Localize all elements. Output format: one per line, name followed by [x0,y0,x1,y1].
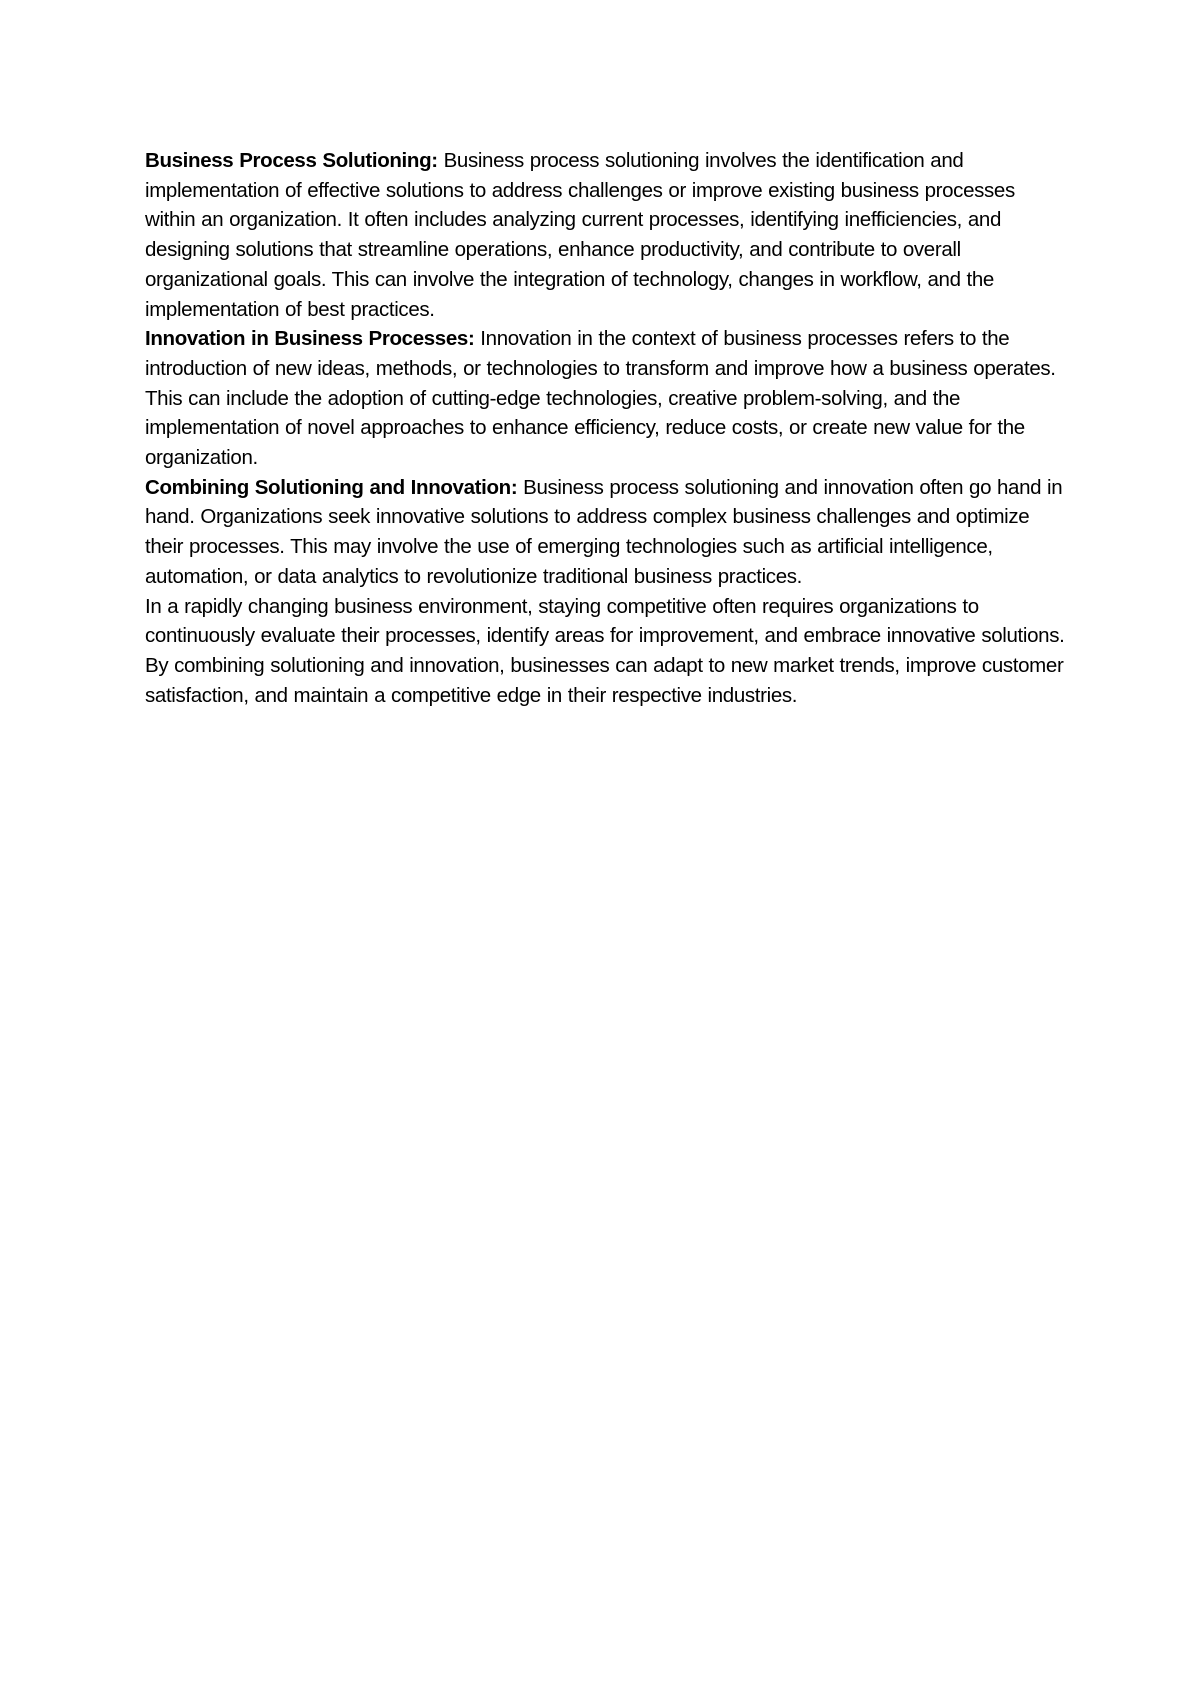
paragraph-text: Innovation in the context of business processes refers to the introduction of new ideas, methods, or technologies to transform and improve how a business operates. This can include the adoption of cutting-edge technologies, creative problem-solving, and the implementation of novel approaches to enhance efficiency, reduce costs, or create new value for the organization. [145,327,1056,470]
paragraph-heading: Business Process Solutioning: [145,149,438,172]
paragraph-business-process-solutioning [145,146,1065,324]
paragraph-heading: Combining Solutioning and Innovation: [145,475,518,499]
paragraph-text: Business process solutioning involves the identification and implementation of effective solutions to address challenges or improve existing business processes within an organization. It often includes analyzing current processes, identifying inefficiencies, and designing solutions that streamline operations, enhance productivity, and contribute to overall organizational goals. This can involve the integration of technology, changes in workflow, and the implementation of best practices. [145,149,1015,321]
paragraph-text: Business process solutioning and innovation often go hand in hand. Organizations seek innovative solutions to address complex business challenges and optimize their processes. This may involve the use of emerging technologies such as artificial intelligence, automation, or data analytics to revolutionize traditional business practices. [145,475,1063,588]
document-body [145,146,1065,710]
paragraph-combining-solutioning-and-innovation [145,473,1065,592]
paragraph-innovation-in-business-processes [145,324,1065,473]
paragraph-heading: Innovation in Business Processes: [145,327,475,351]
paragraph-text: In a rapidly changing business environment, staying competitive often requires organizations to continuously evaluate their processes, identify areas for improvement, and embrace innovative solutions. By combining solutioning and innovation, businesses can adapt to new market trends, improve customer satisfaction, and maintain a competitive edge in their respective industries. [145,594,1065,707]
paragraph-conclusion [145,592,1065,711]
